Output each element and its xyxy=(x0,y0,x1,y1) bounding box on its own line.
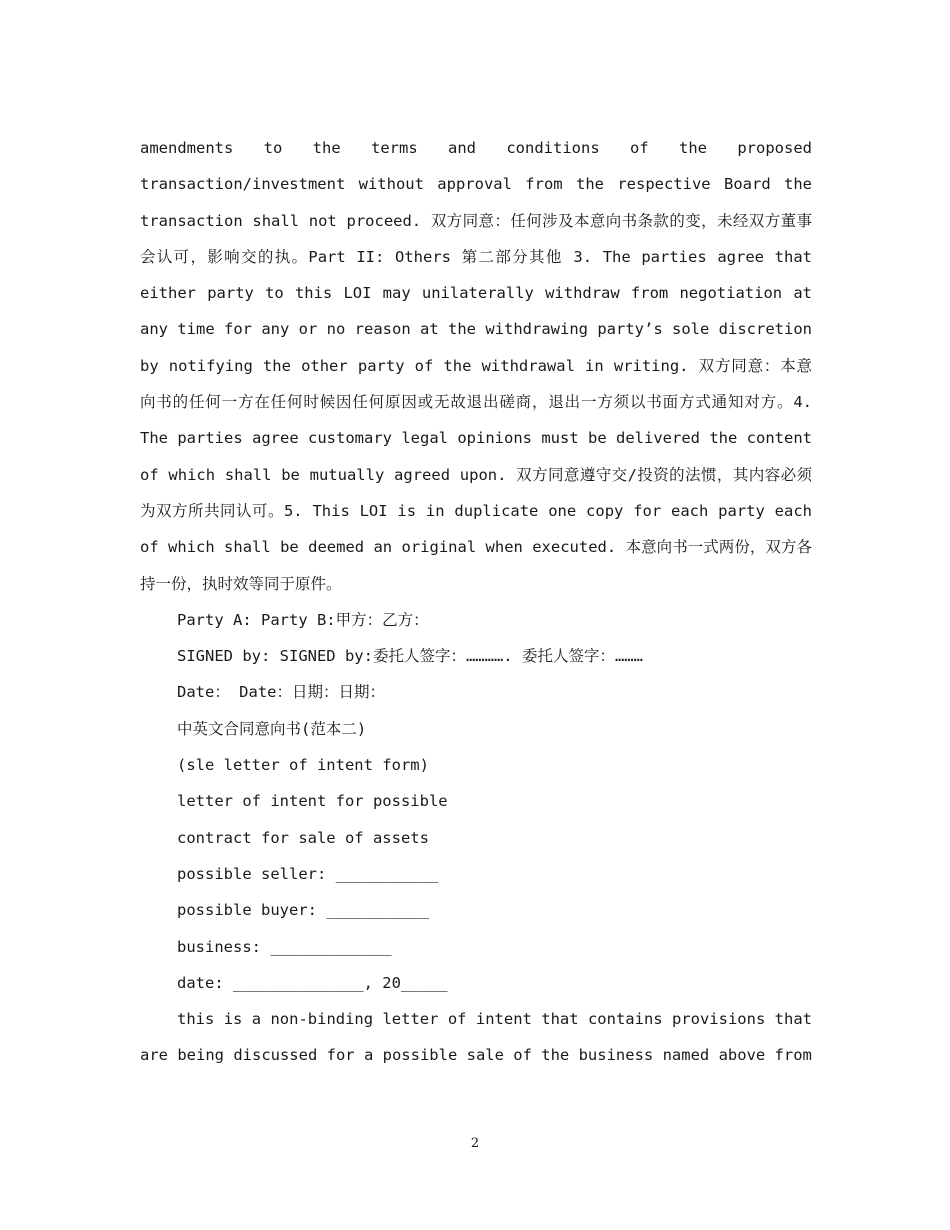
loi-heading-line: letter of intent for possible xyxy=(177,792,448,811)
contract-heading-line: contract for sale of assets xyxy=(177,828,429,847)
template-title-cn: 中英文合同意向书(范本二) xyxy=(177,719,367,738)
template-form-label: (sle letter of intent form) xyxy=(177,756,429,775)
document-body xyxy=(140,130,812,1074)
page-number: 2 xyxy=(470,1136,480,1151)
possible-seller-field: possible seller: ___________ xyxy=(177,864,439,883)
signed-by-line: SIGNED by: SIGNED by:委托人签字：…………. 委托人签字：……… xyxy=(177,647,643,666)
date-field: date: ______________, 20_____ xyxy=(177,973,448,992)
date-line: Date： Date：日期：日期： xyxy=(177,683,385,702)
possible-buyer-field: possible buyer: ___________ xyxy=(177,901,429,920)
business-field: business: _____________ xyxy=(177,937,392,956)
parties-line: Party A: Party B:甲方：乙方： xyxy=(177,610,429,629)
body-paragraph-non-binding: this is a non-binding letter of intent that contains provisions that are being discussed for a possible sale of the business named above from xyxy=(140,1010,812,1065)
body-paragraph-loi-terms: amendments to the terms and conditions of the proposed transaction/investment without approval from the respective Board the transaction shall not proceed. 双方同意：任何涉及本意向书条款的变，未经双方董事会认可，影响交的执。Part II: Others 第二部分其他 3. The parties agree that either party to this LOI may unilaterally withdraw from negotiation at any time for any or no reason at the withdrawing party’s sole discretion by notifying the other party of the withdrawal in writing. 双方同意：本意向书的任何一方在任何时候因任何原因或无故退出磋商，退出一方须以书面方式通知对方。4. The parties agree customary legal opinions must be delivered the content of which shall be mutually agreed upon. 双方同意遵守交/投资的法惯，其内容必须为双方所共同认可。5. This LOI is in duplicate one copy for each party each of which shall be deemed an original when executed. 本意向书一式两份，双方各持一份，执时效等同于原件。 xyxy=(140,139,812,593)
